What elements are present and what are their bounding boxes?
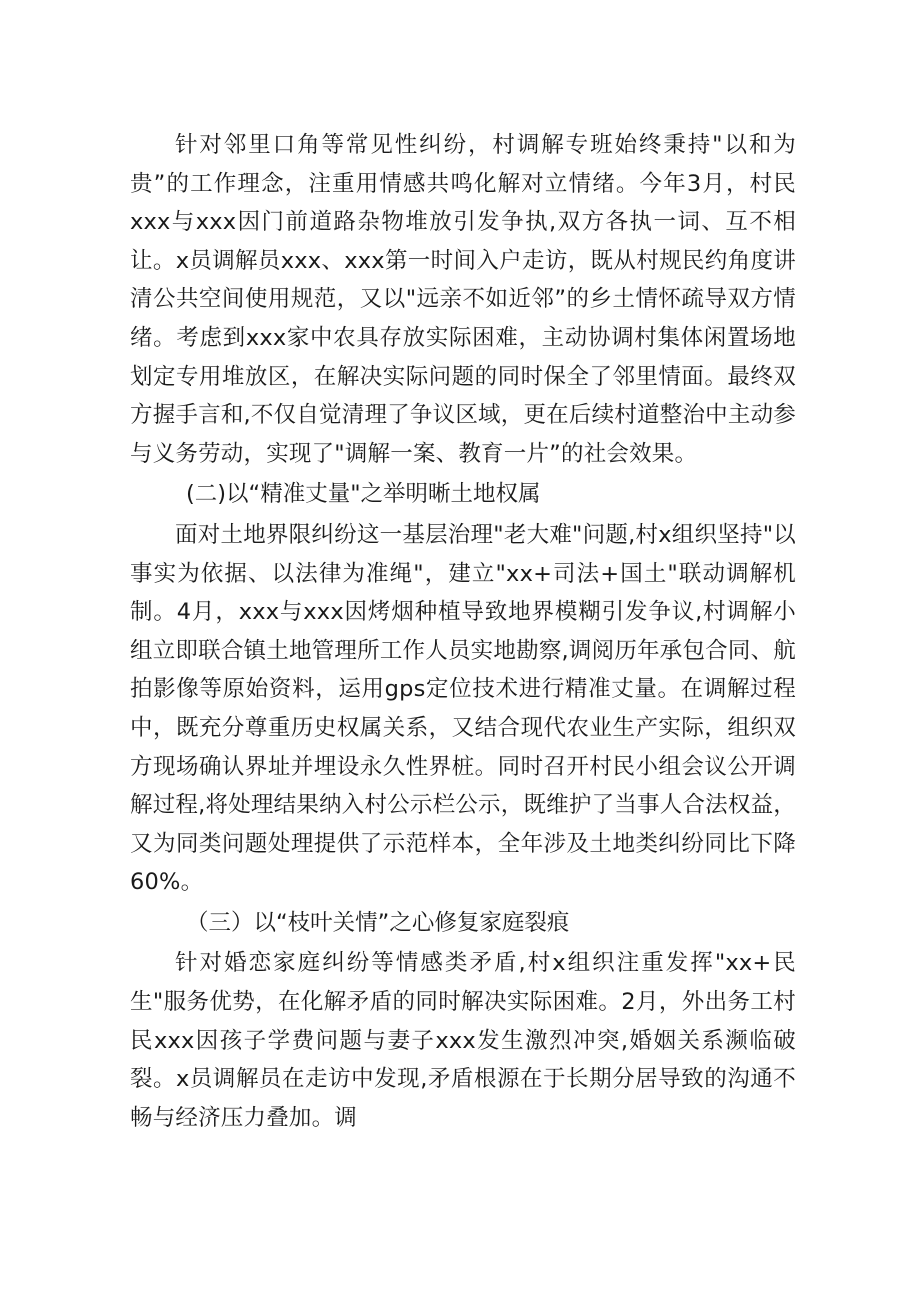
section-heading-land-rights: (二)以“精准丈量"之举明晰土地权属 xyxy=(186,481,541,508)
paragraph-neighbor-dispute: 针对邻里口角等常见性纠纷，村调解专班始终秉持"以和为贵”的工作理念，注重用情感共鸣化解对立情绪。今年3月，村民xxx与xxx因门前道路杂物堆放引发争执,双方各执一词、互不相让。x员调解员xxx、xxx第一时间入户走访，既从村规民约角度讲清公共空间使用规范，又以"远亲不如近邻”的乡土情怀疏导双方情绪。考虑到xxx家中农具存放实际困难，主动协调村集体闲置场地划定专用堆放区，在解决实际问题的同时保全了邻里情面。最终双方握手言和,不仅自觉清理了争议区域，更在后续村道整治中主动参与义务劳动，实现了"调解一案、教育一片”的社会效果。 xyxy=(130,132,796,467)
document-body xyxy=(130,126,796,1137)
paragraph-land-dispute: 面对土地界限纠纷这一基层治理"老大难"问题,村x组织坚持"以事实为依据、以法律为准绳"，建立"xx+司法+国土"联动调解机制。4月，xxx与xxx因烤烟种植导致地界模糊引发争议,村调解小组立即联合镇土地管理所工作人员实地勘察,调阅历年承包合同、航拍影像等原始资料，运用gps定位技术进行精准丈量。在调解过程中，既充分尊重历史权属关系，又结合现代农业生产实际，组织双方现场确认界址并埋设永久性界桩。同时召开村民小组会议公开调解过程,将处理结果纳入村公示栏公示，既维护了当事人合法权益，又为同类问题处理提供了示范样本，全年涉及土地类纠纷同比下降60%。 xyxy=(130,521,796,896)
section-heading-family: （三）以“枝叶关情”之心修复家庭裂痕 xyxy=(186,909,570,936)
paragraph-family-dispute: 针对婚恋家庭纠纷等情感类矛盾,村x组织注重发挥"xx+民生"服务优势，在化解矛盾的同时解决实际困难。2月，外出务工村民xxx因孩子学费问题与妻子xxx发生激烈冲突,婚姻关系濒临破裂。x员调解员在走访中发现,矛盾根源在于长期分居导致的沟通不畅与经济压力叠加。调 xyxy=(130,950,796,1131)
